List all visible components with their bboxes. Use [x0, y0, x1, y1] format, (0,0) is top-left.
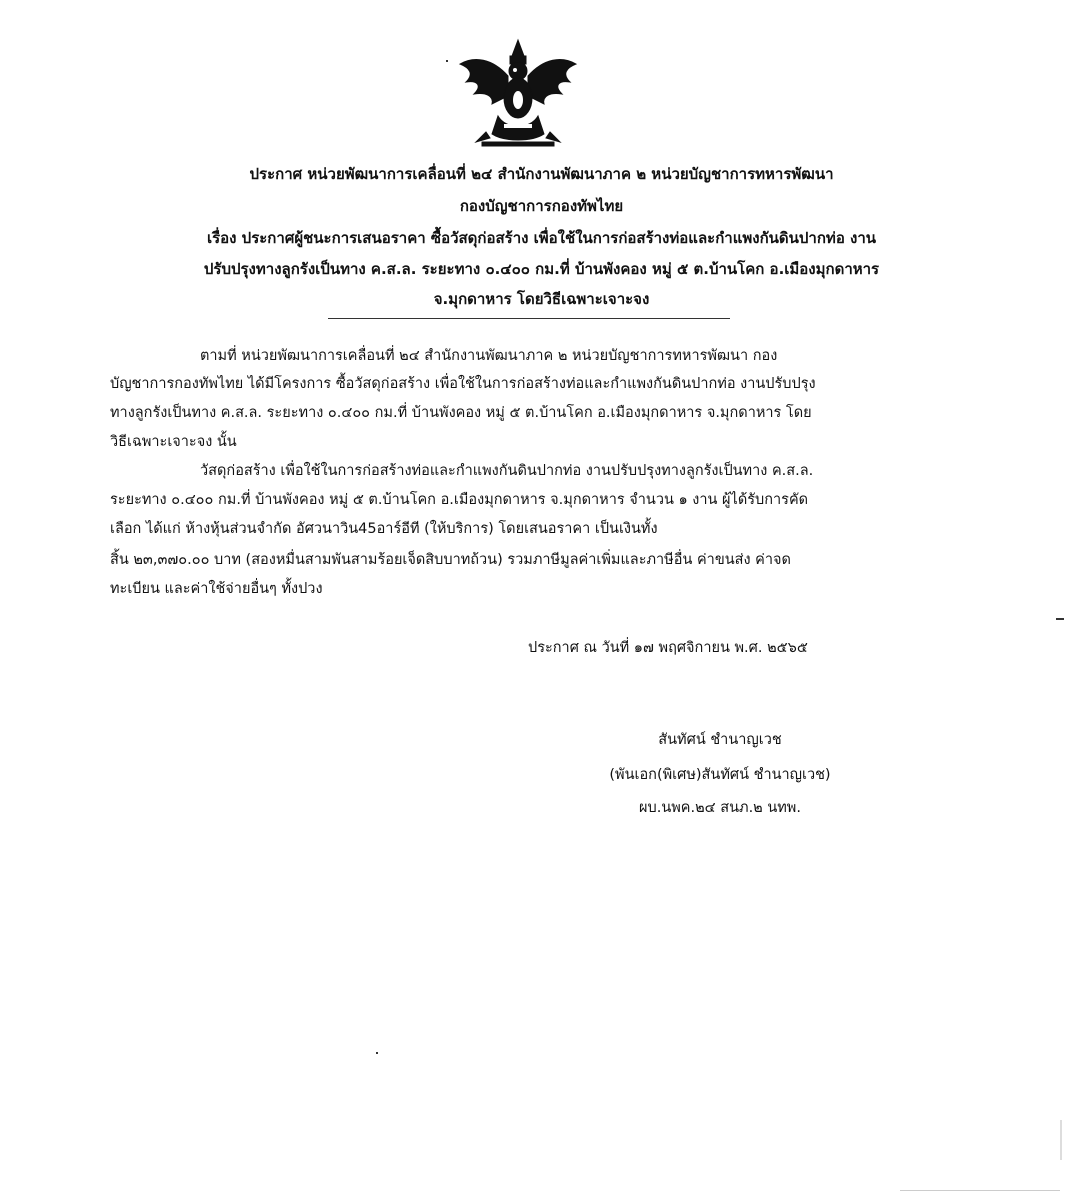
paragraph-2-line-2: ระยะทาง ๐.๔๐๐ กม.ที่ บ้านพังคอง หมู่ ๕ ต.บ้านโคก อ.เมืองมุกดาหาร จ.มุกดาหาร จำนวน ๑ งาน ผู้ได้รับการคัด [110, 492, 809, 508]
scan-speck [376, 1052, 378, 1054]
paragraph-2-line-1: วัสดุก่อสร้าง เพื่อใช้ในการก่อสร้างท่อและกำแพงกันดินปากท่อ งานปรับปรุงทางลูกรังเป็นทาง ค.ส.ล. [200, 463, 814, 479]
heading-line-2: กองบัญชาการกองทัพไทย [459, 197, 624, 215]
announcement-date: ประกาศ ณ วันที่ ๑๗ พฤศจิกายน พ.ศ. ๒๕๖๕ [528, 640, 808, 656]
paragraph-1-line-3: ทางลูกรังเป็นทาง ค.ส.ล. ระยะทาง ๐.๔๐๐ กม.ที่ บ้านพังคอง หมู่ ๕ ต.บ้านโคก อ.เมืองมุกดาหาร จ.มุกดาหาร โดย [110, 405, 812, 421]
paragraph-2-line-4: สิ้น ๒๓,๓๗๐.๐๐ บาท (สองหมื่นสามพันสามร้อยเจ็ดสิบบาทถ้วน) รวมภาษีมูลค่าเพิ่มและภาษีอื่น ค่าขนส่ง ค่าจด [110, 552, 791, 568]
signature-position: ผบ.นพค.๒๔ สนภ.๒ นทพ. [639, 800, 801, 816]
heading-line-5: จ.มุกดาหาร โดยวิธีเฉพาะเจาะจง [433, 290, 650, 308]
scan-speck [1056, 618, 1064, 620]
heading-line-3: เรื่อง ประกาศผู้ชนะการเสนอราคา ซื้อวัสดุก่อสร้าง เพื่อใช้ในการก่อสร้างท่อและกำแพงกันดินปากท่อ งาน [206, 229, 877, 247]
paragraph-2-line-5: ทะเบียน และค่าใช้จ่ายอื่นๆ ทั้งปวง [110, 581, 323, 597]
garuda-emblem-icon [452, 38, 584, 150]
paragraph-1-line-4: วิธีเฉพาะเจาะจง นั้น [110, 434, 237, 450]
scan-speck [446, 60, 448, 62]
heading-line-4: ปรับปรุงทางลูกรังเป็นทาง ค.ส.ล. ระยะทาง ๐.๔๐๐ กม.ที่ บ้านพังคอง หมู่ ๕ ต.บ้านโคก อ.เมืองมุกดาหาร [203, 260, 880, 278]
paragraph-1-line-1: ตามที่ หน่วยพัฒนาการเคลื่อนที่ ๒๔ สำนักงานพัฒนาภาค ๒ หน่วยบัญชาการทหารพัฒนา กอง [200, 348, 778, 364]
scan-edge-mark [900, 1190, 1060, 1191]
signature-full-name: (พันเอก(พิเศษ)สันทัศน์ ชำนาญเวช) [609, 767, 831, 783]
heading-divider [328, 318, 730, 319]
heading-line-1: ประกาศ หน่วยพัฒนาการเคลื่อนที่ ๒๔ สำนักงานพัฒนาภาค ๒ หน่วยบัญชาการทหารพัฒนา [249, 165, 834, 183]
scan-edge-mark [1060, 1120, 1062, 1160]
paragraph-2-line-3: เลือก ได้แก่ ห้างหุ้นส่วนจำกัด อัศวนาวิน45อาร์อีที (ให้บริการ) โดยเสนอราคา เป็นเงินทั้ง [110, 521, 658, 537]
paragraph-1-line-2: บัญชาการกองทัพไทย ได้มีโครงการ ซื้อวัสดุก่อสร้าง เพื่อใช้ในการก่อสร้างท่อและกำแพงกันดินปากท่อ งานปรับปรุง [110, 376, 816, 392]
signature-name: สันทัศน์ ชำนาญเวช [658, 732, 782, 748]
